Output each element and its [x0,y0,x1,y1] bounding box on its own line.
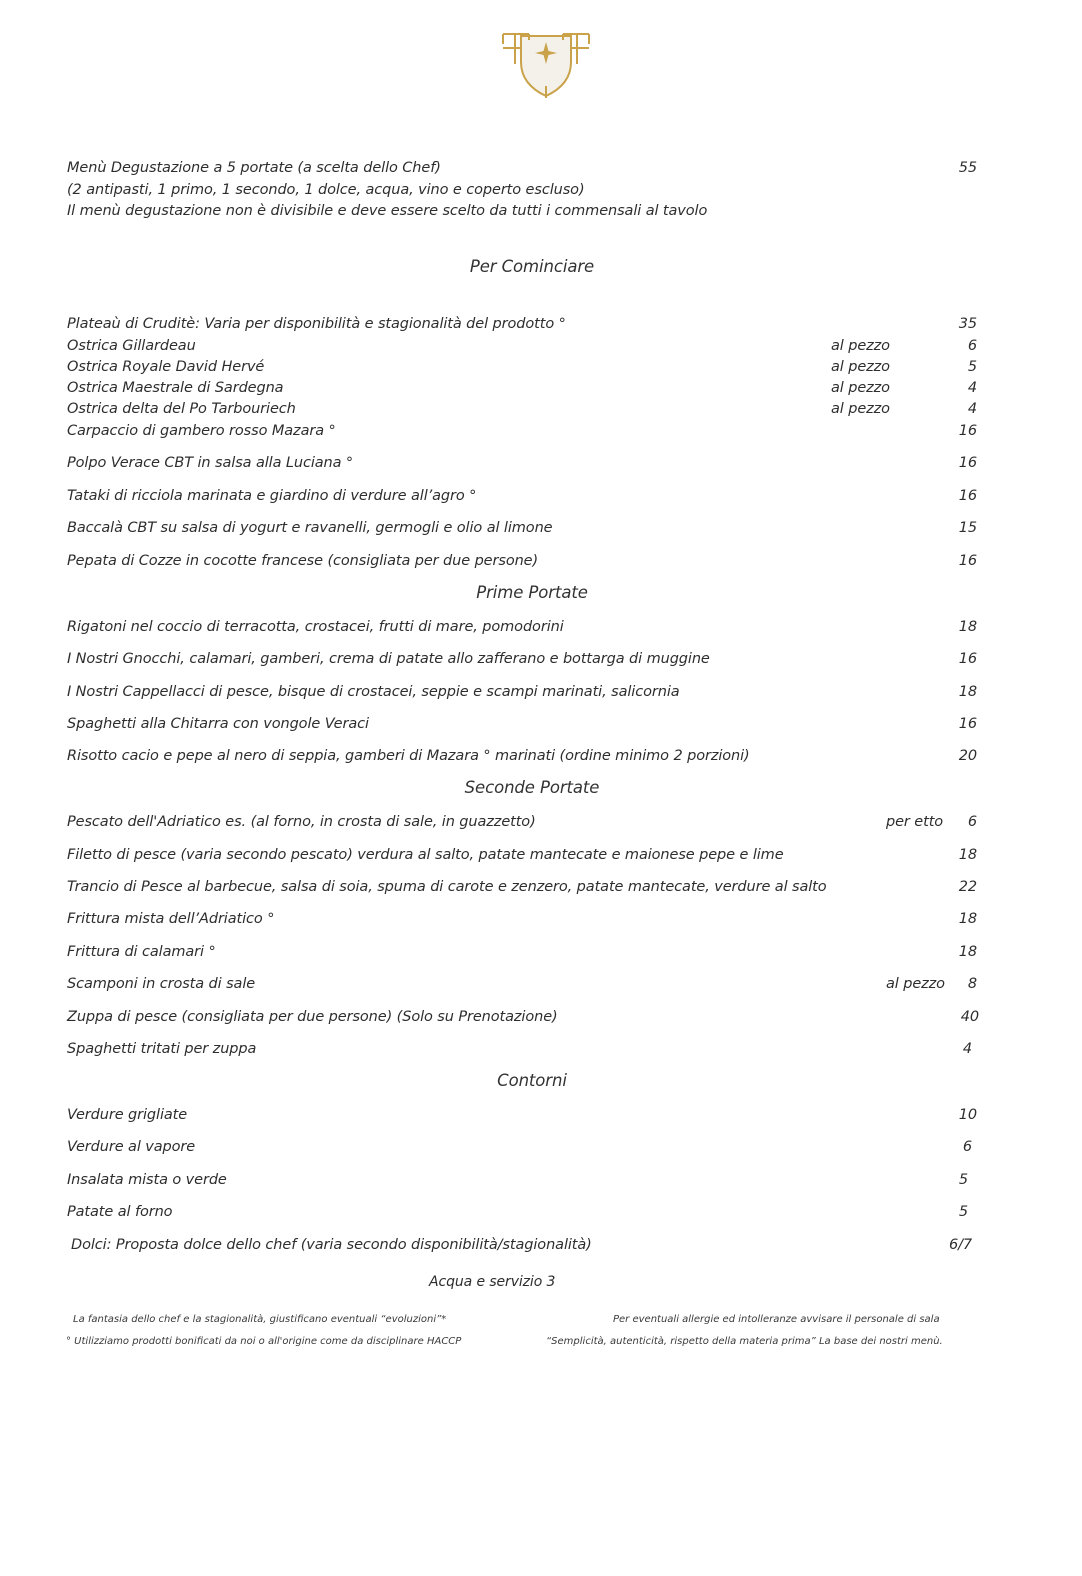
menu-item: Frittura di calamari ° [67,944,216,960]
menu-item-price: 15 [958,520,977,536]
menu-item-unit: al pezzo [831,380,890,396]
menu-item-unit: al pezzo [831,359,890,375]
menu-item-price: 18 [958,847,977,863]
dolci-line: Dolci: Proposta dolce dello chef (varia secondo disponibilità/stagionalità) [71,1237,592,1253]
menu-item: Spaghetti tritati per zuppa [67,1041,257,1057]
menu-item-price: 6 [967,338,977,354]
menu-item-price: 4 [962,1041,972,1057]
menu-item: Plateaù di Cruditè: Varia per disponibilità e stagionalità del prodotto ° [67,316,566,332]
menu-item: Rigatoni nel coccio di terracotta, crostacei, frutti di mare, pomodorini [67,619,564,635]
menu-item: Zuppa di pesce (consigliata per due persone) (Solo su Prenotazione) [67,1009,558,1025]
tasting-menu-price: 55 [958,160,977,176]
menu-item: Ostrica delta del Po Tarbouriech [67,401,296,417]
section-heading-per-cominciare: Per Cominciare [469,257,595,276]
menu-item-price: 20 [958,748,977,764]
menu-item-price: 18 [958,944,977,960]
menu-item-price: 10 [958,1107,977,1123]
menu-item-price: 4 [967,401,977,417]
section-heading-contorni: Contorni [497,1071,567,1090]
menu-item-price: 16 [958,488,977,504]
menu-item: Patate al forno [67,1204,173,1220]
menu-item: Ostrica Gillardeau [67,338,196,354]
menu-item-price: 16 [958,651,977,667]
menu-item: Carpaccio di gambero rosso Mazara ° [67,423,336,439]
dolci-price: 6/7 [948,1237,972,1253]
menu-item-price: 18 [958,619,977,635]
section-heading-seconde-portate: Seconde Portate [464,778,600,797]
menu-item: Frittura mista dell’Adriatico ° [67,911,275,927]
menu-item-price: 35 [958,316,977,332]
menu-item: Pepata di Cozze in cocotte francese (consigliata per due persone) [67,553,539,569]
footer-note-allergies: Per eventuali allergie ed intolleranze avvisare il personale di sala [613,1314,940,1325]
menu-item: Polpo Verace CBT in salsa alla Luciana ° [67,455,354,471]
menu-item-unit: al pezzo [831,401,890,417]
menu-item-price: 5 [958,1172,968,1188]
footer-note-motto: “Semplicità, autenticità, rispetto della materia prima” La base dei nostri menù. [546,1336,943,1347]
menu-item: Baccalà CBT su salsa di yogurt e ravanelli, germogli e olio al limone [67,520,553,536]
menu-item-unit: per etto [886,814,944,830]
water-service-charge: Acqua e servizio 3 [429,1274,556,1290]
menu-item: Tataki di ricciola marinata e giardino di verdure all’agro ° [67,488,477,504]
menu-item-unit: al pezzo [886,976,945,992]
menu-item: Verdure grigliate [67,1107,188,1123]
menu-item-price: 8 [967,976,977,992]
menu-item: I Nostri Gnocchi, calamari, gamberi, crema di patate allo zafferano e bottarga di muggine [67,651,710,667]
footer-note-haccp: ° Utilizziamo prodotti bonificati da noi o all'origine come da disciplinare HACCP [66,1336,462,1347]
menu-item-price: 18 [958,684,977,700]
menu-item-price: 18 [958,911,977,927]
menu-item: I Nostri Cappellacci di pesce, bisque di crostacei, seppie e scampi marinati, salicornia [67,684,680,700]
menu-item-price: 40 [960,1009,979,1025]
menu-item-price: 6 [962,1139,972,1155]
menu-item-price: 16 [958,716,977,732]
menu-item: Ostrica Royale David Hervé [67,359,265,375]
menu-item-price: 16 [958,423,977,439]
footer-note-chef: La fantasia dello chef e la stagionalità, giustificano eventuali “evoluzioni”* [73,1314,447,1325]
menu-item: Verdure al vapore [67,1139,196,1155]
menu-item: Scamponi in crosta di sale [67,976,256,992]
tasting-menu-details: (2 antipasti, 1 primo, 1 secondo, 1 dolce, acqua, vino e coperto escluso) [67,182,585,198]
menu-item-price: 5 [958,1204,968,1220]
menu-item: Ostrica Maestrale di Sardegna [67,380,284,396]
menu-item: Trancio di Pesce al barbecue, salsa di soia, spuma di carote e zenzero, patate mantecate, verdure al salto [67,879,827,895]
menu-item: Risotto cacio e pepe al nero di seppia, gamberi di Mazara ° marinati (ordine minimo 2 porzioni) [67,748,750,764]
menu-item: Pescato dell'Adriatico es. (al forno, in crosta di sale, in guazzetto) [67,814,536,830]
menu-item-price: 4 [967,380,977,396]
menu-item-price: 22 [958,879,977,895]
menu-item: Spaghetti alla Chitarra con vongole Veraci [67,716,369,732]
crest-shield-icon [499,28,593,100]
menu-item-unit: al pezzo [831,338,890,354]
section-heading-prime-portate: Prime Portate [476,583,588,602]
menu-item-price: 5 [967,359,977,375]
menu-item-price: 6 [967,814,977,830]
menu-item: Filetto di pesce (varia secondo pescato) verdura al salto, patate mantecate e maionese pepe e lime [67,847,784,863]
menu-item-price: 16 [958,553,977,569]
tasting-menu-title: Menù Degustazione a 5 portate (a scelta dello Chef) [67,160,441,176]
menu-item: Insalata mista o verde [67,1172,227,1188]
tasting-menu-note: Il menù degustazione non è divisibile e deve essere scelto da tutti i commensali al tavolo [67,203,708,219]
menu-item-price: 16 [958,455,977,471]
